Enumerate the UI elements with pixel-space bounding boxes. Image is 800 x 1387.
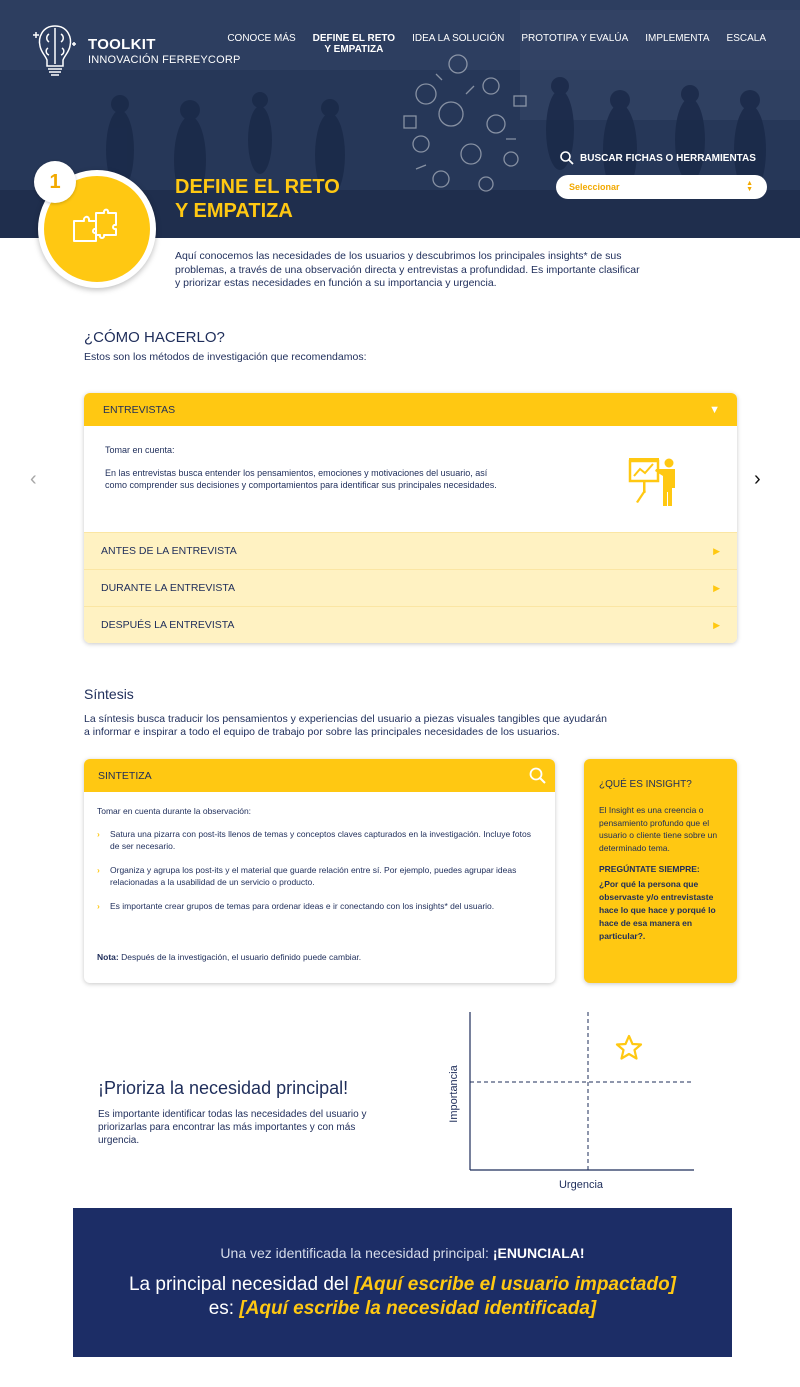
synthesize-card-title: SINTETIZA xyxy=(98,769,152,782)
search-tools-label xyxy=(560,151,756,165)
insight-body: El Insight es una creencia o pensamiento profundo que el usuario o cliente tiene sobre un determinado tema. xyxy=(599,805,718,853)
logo-title: TOOLKIT xyxy=(88,36,156,53)
synthesis-note xyxy=(97,952,361,962)
list-item xyxy=(97,828,537,852)
accordion-row-before[interactable] xyxy=(84,532,737,569)
search-icon[interactable] xyxy=(529,767,546,784)
banner-statement xyxy=(73,1273,732,1321)
synthesize-card-header[interactable] xyxy=(84,759,555,792)
banner-line1-bold: ¡ENUNCIALA! xyxy=(492,1245,585,1261)
accordion-row-after[interactable] xyxy=(84,606,737,643)
brain-bulb-icon xyxy=(32,22,78,80)
nav-label: PROTOTIPA Y EVALÚA xyxy=(521,33,629,44)
priority-matrix xyxy=(440,1012,700,1197)
nav-conoce-mas[interactable] xyxy=(227,33,295,44)
logo[interactable] xyxy=(32,22,241,80)
innovation-icons-cloud xyxy=(396,44,536,194)
chevron-right-icon: › xyxy=(97,865,100,875)
list-item-text: Satura una pizarra con post-its llenos de temas y conceptos claves capturados en la investigación. Incluye fotos de ser necesario. xyxy=(110,829,531,851)
list-item xyxy=(97,864,537,888)
banner-line3-text: es: xyxy=(208,1298,240,1319)
synthesis-text-1: La síntesis busca traducir los pensamientos y experiencias del usuario a piezas visuales tangibles que ayudarán xyxy=(84,713,607,725)
main-nav xyxy=(210,33,766,55)
select-value: Seleccionar xyxy=(569,182,620,192)
accordion-row-label: DESPUÉS LA ENTREVISTA xyxy=(101,619,235,631)
step-title-line2: Y EMPATIZA xyxy=(175,200,293,222)
nav-implementa[interactable] xyxy=(645,33,709,44)
triangle-right-icon: ▶ xyxy=(713,582,720,593)
accordion-row-label: ANTES DE LA ENTREVISTA xyxy=(101,545,237,557)
puzzle-icon xyxy=(70,205,122,249)
insight-ask: PREGÚNTATE SIEMPRE: xyxy=(599,864,700,874)
y-axis-label: Importancia xyxy=(448,1065,460,1123)
search-icon xyxy=(560,151,574,165)
take-into-account-label: Tomar en cuenta: xyxy=(105,445,175,455)
x-axis-label: Urgencia xyxy=(558,1179,604,1191)
star-icon xyxy=(617,1036,641,1059)
carousel-next-arrow[interactable]: › xyxy=(754,468,761,490)
interviews-text: En las entrevistas busca entender los pensamientos, emociones y motivaciones del usuario, así como comprender sus decisiones y comportamientos para identificar sus principales necesidades. xyxy=(105,468,497,490)
interviews-card xyxy=(84,393,737,643)
presentation-icon xyxy=(627,454,683,510)
synthesis-text-2: a informar e inspirar a todo el equipo de trabajo por sobre las principales necesidades de los usuarios. xyxy=(84,726,560,738)
interviews-card-title: ENTREVISTAS xyxy=(103,403,176,416)
step-number: 1 xyxy=(34,161,76,203)
triangle-down-icon: ▼ xyxy=(709,403,720,416)
nav-label: IDEA LA SOLUCIÓN xyxy=(412,33,505,44)
nav-escala[interactable] xyxy=(727,33,766,44)
logo-subtitle: INNOVACIÓN FERREYCORP xyxy=(88,54,241,66)
tools-select[interactable] xyxy=(556,175,767,199)
chevron-right-icon: › xyxy=(97,901,100,911)
search-label-text: BUSCAR FICHAS O HERRAMIENTAS xyxy=(580,152,756,164)
chevron-right-icon: › xyxy=(97,829,100,839)
list-item xyxy=(97,900,537,912)
banner-line1 xyxy=(73,1245,732,1261)
synthesis-bullets xyxy=(97,828,537,924)
how-subtitle: Estos son los métodos de investigación que recomendamos: xyxy=(84,351,367,363)
insight-question: ¿Por qué la persona que observaste y/o entrevistaste hace lo que hace y porqué lo hace de esa manera en particular?. xyxy=(599,879,716,941)
nav-label: ESCALA xyxy=(726,33,766,44)
statement-banner xyxy=(73,1208,732,1357)
triangle-right-icon: ▶ xyxy=(713,619,720,630)
how-title: ¿CÓMO HACERLO? xyxy=(84,329,225,346)
prioritize-text: Es importante identificar todas las necesidades del usuario y priorizarlas para encontrar las más importantes y con más urgencia. xyxy=(98,1109,367,1146)
nav-label: CONOCE MÁS xyxy=(227,33,296,44)
nav-label: DEFINE EL RETO xyxy=(312,33,396,44)
triangle-right-icon: ▶ xyxy=(713,545,720,556)
note-label: Nota: xyxy=(97,952,119,962)
nav-label-line2: Y EMPATIZA xyxy=(324,44,384,55)
banner-user-placeholder: [Aquí escribe el usuario impactado] xyxy=(353,1274,677,1295)
note-text: Después de la investigación, el usuario definido puede cambiar. xyxy=(118,952,362,962)
select-arrows-icon: ▲ ▼ xyxy=(746,180,753,193)
accordion-row-during[interactable] xyxy=(84,569,737,606)
interviews-card-body xyxy=(84,426,737,532)
nav-prototipa-y-evalua[interactable] xyxy=(521,33,628,44)
intro-text: Aquí conocemos las necesidades de los usuarios y descubrimos los principales insights* de sus problemas, a través de una observación directa y entrevistas a profundidad. Es importante clasificar y priorizar estas necesidades en función a su importancia y urgencia. xyxy=(175,250,640,289)
interviews-card-header[interactable] xyxy=(84,393,737,426)
banner-line2-text: La principal necesidad del xyxy=(128,1274,354,1295)
banner-need-placeholder: [Aquí escribe la necesidad identificada] xyxy=(239,1298,597,1319)
prioritize-title: ¡Prioriza la necesidad principal! xyxy=(98,1078,349,1098)
list-item-text: Organiza y agrupa los post-its y el material que guarde relación entre sí. Por ejemplo, puedes agrupar ideas relacionadas a la usabilidad de un servicio o producto. xyxy=(110,865,517,887)
synthesis-title: Síntesis xyxy=(84,686,134,702)
observation-label: Tomar en cuenta durante la observación: xyxy=(97,806,252,816)
accordion-row-label: DURANTE LA ENTREVISTA xyxy=(101,582,235,594)
banner-line1-text: Una vez identificada la necesidad principal: xyxy=(220,1245,493,1261)
step-title-line1: DEFINE EL RETO xyxy=(175,176,340,198)
list-item-text: Es importante crear grupos de temas para ordenar ideas e ir conectando con los insights* del usuario. xyxy=(110,901,495,911)
synthesize-card xyxy=(84,759,555,983)
step-title xyxy=(175,175,340,223)
insight-card xyxy=(584,759,737,983)
nav-label: IMPLEMENTA xyxy=(645,33,710,44)
carousel-prev-arrow[interactable]: ‹ xyxy=(30,468,37,490)
insight-title: ¿QUÉ ES INSIGHT? xyxy=(599,779,692,790)
nav-idea-la-solucion[interactable] xyxy=(412,33,504,44)
nav-define-el-reto[interactable] xyxy=(313,33,395,55)
